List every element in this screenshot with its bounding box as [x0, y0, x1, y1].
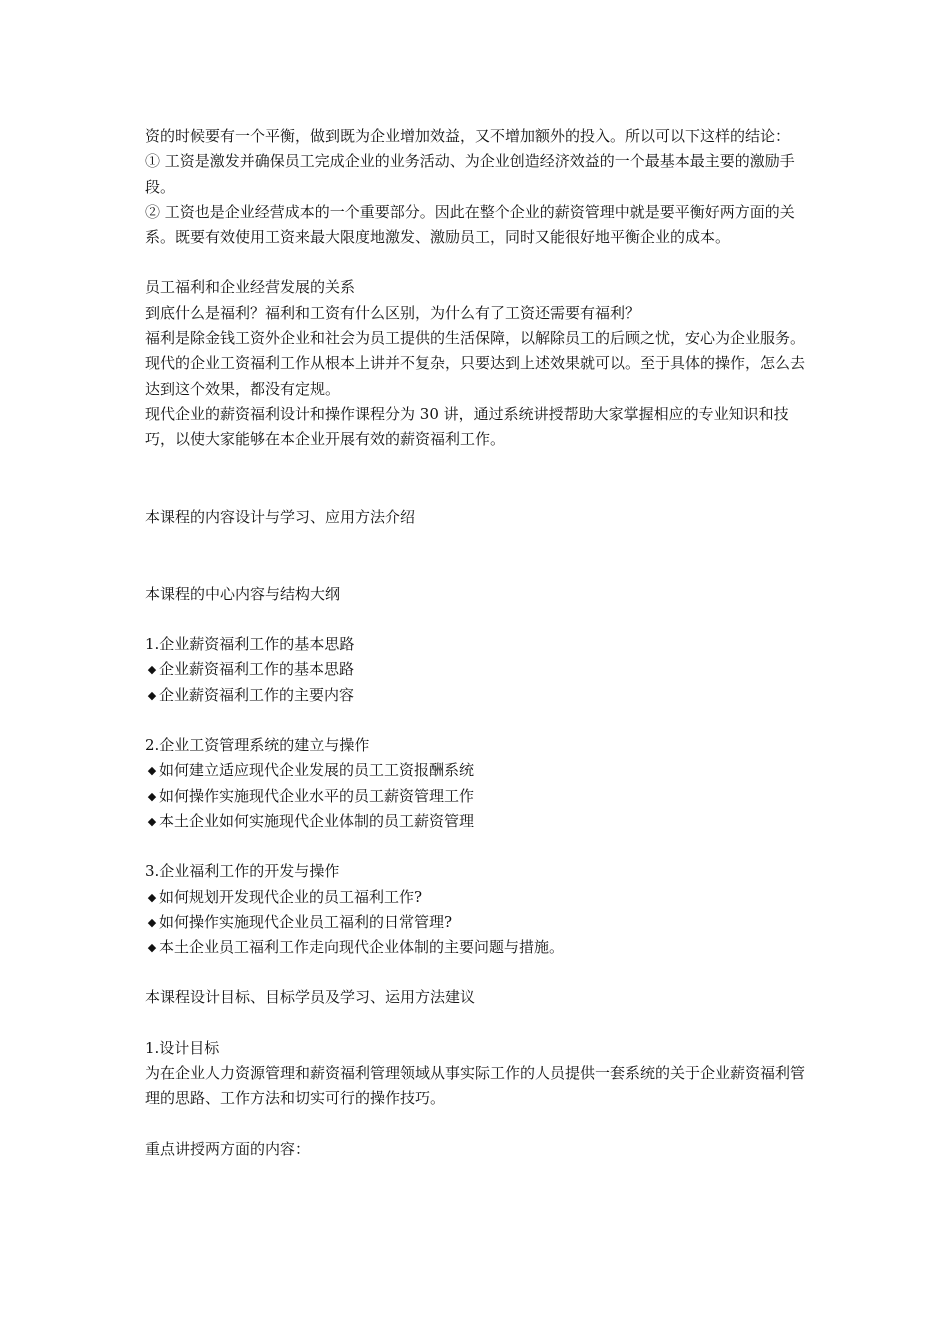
- outline-bullet-item: ◆ 企业薪资福利工作的主要内容: [145, 683, 810, 708]
- spacer: [145, 834, 810, 859]
- spacer: [145, 250, 810, 275]
- outline-section-title: 3.企业福利工作的开发与操作: [145, 862, 340, 881]
- paragraph: 福利是除金钱工资外企业和社会为员工提供的生活保障，以解除员工的后顾之忧，安心为企业服务。: [145, 329, 806, 348]
- outline-bullet-item: ◆ 如何建立适应现代企业发展的员工工资报酬系统: [145, 758, 810, 783]
- paragraph: 重点讲授两方面的内容：: [145, 1139, 311, 1158]
- paragraph: 资的时候要有一个平衡，做到既为企业增加效益，又不增加额外的投入。所以可以下这样的结论：: [145, 127, 791, 145]
- outline-bullet-item: ◆ 如何操作实施现代企业员工福利的日常管理?: [145, 910, 810, 935]
- paragraph: 现代的企业工资福利工作从根本上讲并不复杂，只要达到上述效果就可以。至于具体的操作，怎么去达到这个效果，都没有定规。: [145, 354, 806, 398]
- outline-section-title: 2.企业工资管理系统的建立与操作: [145, 736, 370, 755]
- spacer: [145, 708, 810, 733]
- section-heading-goals: 本课程设计目标、目标学员及学习、运用方法建议: [145, 988, 476, 1007]
- outline-bullet-item: ◆ 如何规划开发现代企业的员工福利工作?: [145, 885, 810, 910]
- spacer: [145, 453, 810, 505]
- goals-subheading: 1.设计目标: [145, 1038, 220, 1057]
- outline-bullet-item: ◆ 本土企业员工福利工作走向现代企业体制的主要问题与措施。: [145, 935, 810, 960]
- outline-section-title: 1.企业薪资福利工作的基本思路: [145, 635, 355, 654]
- paragraph: 为在企业人力资源管理和薪资福利管理领域从事实际工作的人员提供一套系统的关于企业薪资福利管理的思路、工作方法和切实可行的操作技巧。: [145, 1064, 806, 1108]
- spacer: [145, 960, 810, 985]
- outline-bullet-item: ◆ 本土企业如何实施现代企业体制的员工薪资管理: [145, 809, 810, 834]
- section-heading-welfare: 员工福利和企业经营发展的关系: [145, 278, 356, 297]
- outline-bullet-item: ◆ 企业薪资福利工作的基本思路: [145, 657, 810, 682]
- section-heading-course-intro: 本课程的内容设计与学习、应用方法介绍: [145, 507, 416, 526]
- paragraph: 到底什么是福利？福利和工资有什么区别，为什么有了工资还需要有福利？: [145, 303, 641, 322]
- paragraph: ② 工资也是企业经营成本的一个重要部分。因此在整个企业的薪资管理中就是要平衡好两方面的关系。既要有效使用工资来最大限度地激发、激励员工，同时又能很好地平衡企业的成本。: [145, 202, 795, 247]
- spacer: [145, 530, 810, 582]
- outline-bullet-item: ◆ 如何操作实施现代企业水平的员工薪资管理工作: [145, 784, 810, 809]
- paragraph: 现代企业的薪资福利设计和操作课程分为 30 讲，通过系统讲授帮助大家掌握相应的专业知识和技巧，以使大家能够在本企业开展有效的薪资福利工作。: [145, 404, 789, 449]
- spacer: [145, 1112, 810, 1137]
- document-page: [145, 124, 810, 1162]
- paragraph: ① 工资是激发并确保员工完成企业的业务活动、为企业创造经济效益的一个最基本最主要的激励手段。: [145, 152, 795, 196]
- spacer: [145, 607, 810, 632]
- spacer: [145, 1011, 810, 1036]
- section-heading-outline: 本课程的中心内容与结构大纲: [145, 584, 341, 603]
